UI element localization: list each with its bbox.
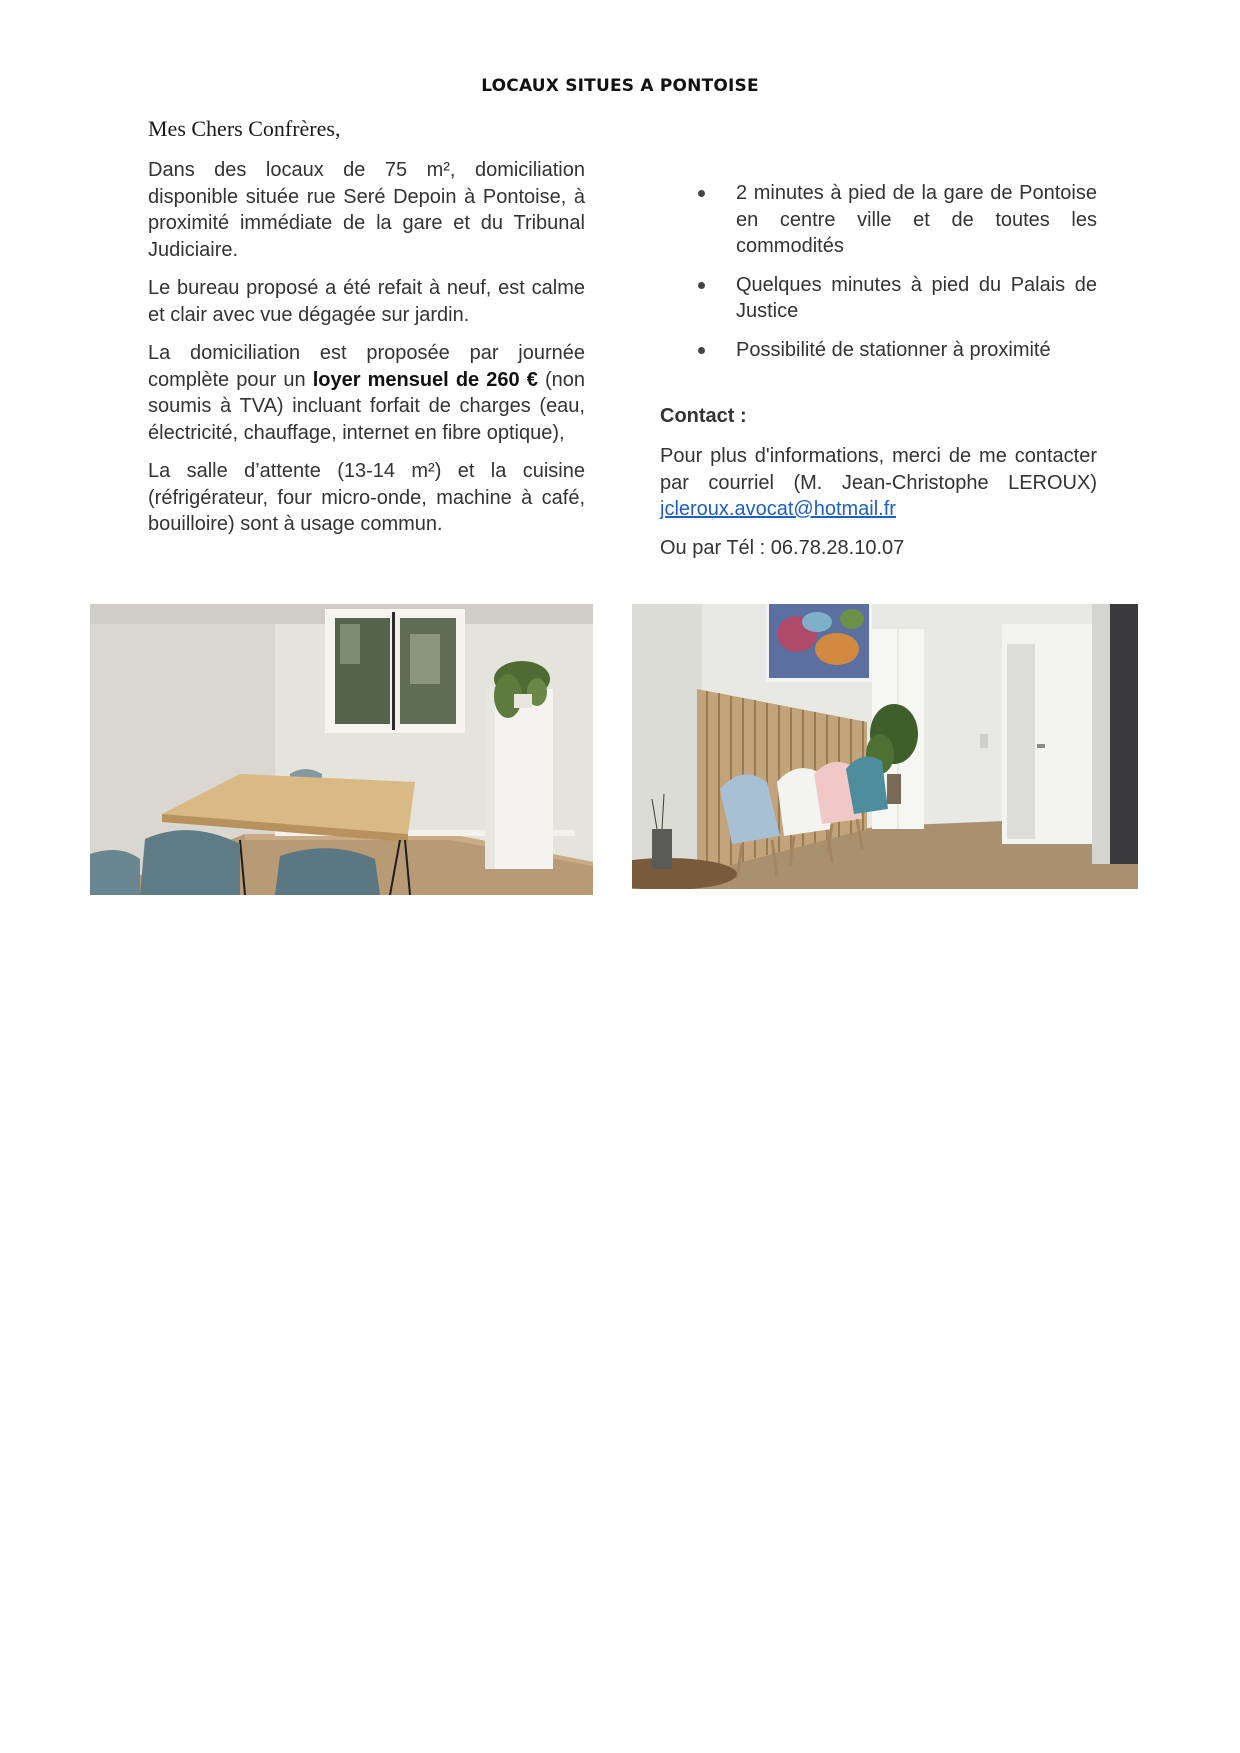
document-title: LOCAUX SITUES A PONTOISE xyxy=(481,76,759,96)
bullet-icon xyxy=(698,347,705,354)
list-item xyxy=(660,337,1097,364)
list-item-text: 2 minutes à pied de la gare de Pontoise en centre ville et de toutes les commodités xyxy=(736,182,1097,257)
salutation: Mes Chers Confrères, xyxy=(148,116,341,141)
list-item xyxy=(660,272,1097,325)
office-description-paragraph: Le bureau proposé a été refait à neuf, est calme et clair avec vue dégagée sur jardin. xyxy=(148,277,585,326)
phone-paragraph: Ou par Tél : 06.78.28.10.07 xyxy=(660,536,905,559)
contact-text: Pour plus d'informations, merci de me contacter par courriel (M. Jean-Christophe LEROUX) xyxy=(660,445,1097,494)
waiting-room-photo xyxy=(632,604,1138,889)
contact-paragraph xyxy=(660,443,1097,523)
email-link[interactable]: jcleroux.avocat@hotmail.fr xyxy=(660,498,896,520)
left-column xyxy=(148,157,585,550)
list-item-text: Possibilité de stationner à proximité xyxy=(736,338,1051,361)
bullet-icon xyxy=(698,190,705,197)
contact-heading: Contact : xyxy=(660,405,747,427)
intro-paragraph: Dans des locaux de 75 m², domiciliation disponible située rue Seré Depoin à Pontoise, à proximité immédiate de la gare et du Tribunal Judiciaire. xyxy=(148,159,585,261)
list-item xyxy=(660,180,1097,260)
shared-spaces-paragraph: La salle d’attente (13-14 m²) et la cuisine (réfrigérateur, four micro-onde, machine à café, bouilloire) sont à usage commun. xyxy=(148,460,585,535)
bullet-icon xyxy=(698,282,705,289)
office-photo-illustration xyxy=(90,604,593,895)
features-list xyxy=(660,180,1097,363)
waiting-room-photo-illustration xyxy=(632,604,1138,889)
rent-amount: loyer mensuel de 260 € xyxy=(312,368,538,391)
office-photo xyxy=(90,604,593,895)
rent-text-after: (non soumis à TVA) incluant forfait de charges (eau, électricité, chauffage, internet en fibre optique), xyxy=(148,368,585,444)
rent-text-before: La domiciliation est proposée par journée complète pour un xyxy=(148,342,585,391)
right-column xyxy=(660,180,1097,573)
list-item-text: Quelques minutes à pied du Palais de Justice xyxy=(736,273,1097,322)
rent-paragraph xyxy=(148,340,585,446)
